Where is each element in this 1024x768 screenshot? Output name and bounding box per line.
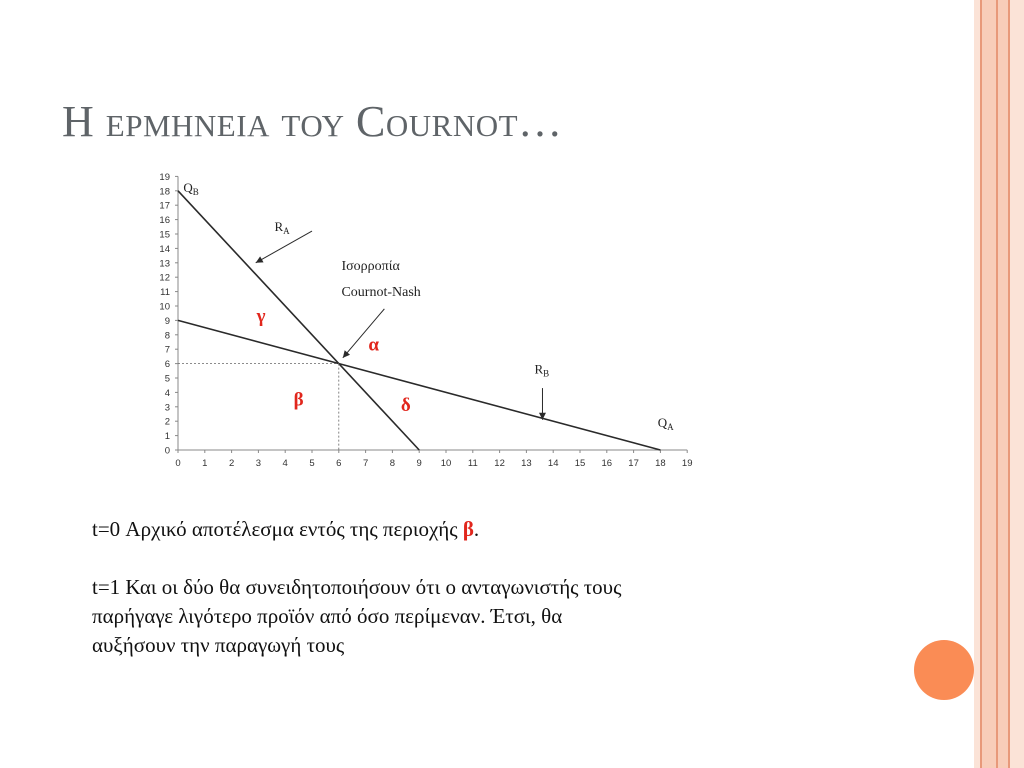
chart-ticks: [159, 172, 692, 469]
x-tick-label: 13: [521, 458, 532, 469]
x-tick-label: 9: [416, 458, 422, 469]
y-tick-label: 17: [159, 200, 170, 212]
chart-axes: [178, 176, 687, 450]
y-tick-label: 9: [164, 315, 170, 327]
rb-label-sub: B: [543, 368, 550, 379]
y-tick-label: 6: [164, 359, 170, 371]
t1-line-1: t=1 Και οι δύο θα συνειδητοποιήσουν ότι ο ανταγωνιστής τους: [92, 575, 622, 599]
x-tick-label: 4: [282, 458, 288, 469]
x-tick-label: 14: [547, 458, 559, 469]
y-tick-label: 10: [159, 301, 170, 313]
ra-label-main: R: [274, 219, 284, 235]
x-tick-label: 2: [228, 458, 235, 469]
y-tick-label: 11: [160, 287, 170, 299]
t1-line-3: αυξήσουν την παραγωγή τους: [92, 633, 345, 657]
x-tick-label: 15: [574, 458, 586, 469]
x-tick-label: 12: [494, 458, 505, 469]
x-tick-label: 8: [389, 458, 396, 469]
cournot-chart: [140, 165, 700, 485]
stripe-7: [1010, 0, 1024, 768]
x-axis-label-main: Q: [657, 414, 668, 430]
t1-line-2: παρήγαγε λιγότερο προϊόν από όσο περίμεναν. Έτσι, θα: [92, 604, 563, 628]
y-axis-label-sub: B: [192, 187, 199, 198]
y-tick-label: 16: [159, 215, 170, 227]
stripe-5: [998, 0, 1008, 768]
x-tick-label: 10: [440, 458, 452, 469]
ra-label: [274, 219, 290, 236]
region-gamma-label: γ: [256, 305, 266, 327]
x-tick-label: 7: [362, 458, 369, 469]
reaction-curve-ra: [178, 191, 419, 450]
y-tick-label: 4: [164, 387, 170, 399]
y-axis-label-main: Q: [183, 180, 193, 196]
y-tick-label: 1: [164, 431, 170, 443]
t0-text: t=0 Αρχικό αποτέλεσμα εντός της περιοχής: [92, 517, 463, 541]
reaction-curve-rb: [178, 320, 660, 450]
y-tick-label: 3: [164, 402, 170, 414]
chart-lines: [178, 191, 660, 450]
y-tick-label: 13: [159, 258, 170, 270]
equilibrium-label-line1: Ισορροπία: [341, 259, 400, 274]
ra-label-sub: A: [283, 226, 290, 237]
x-tick-label: 18: [655, 458, 666, 469]
rb-label-main: R: [534, 361, 544, 377]
x-tick-label: 1: [202, 458, 208, 469]
explanation-text: [92, 515, 852, 660]
stripe-3: [982, 0, 996, 768]
x-tick-label: 19: [681, 458, 693, 469]
rb-label: [534, 362, 549, 379]
y-axis-label: [183, 180, 198, 197]
x-tick-label: 17: [628, 458, 639, 469]
y-tick-label: 0: [164, 445, 170, 457]
region-beta-label: β: [293, 389, 304, 411]
paragraph-t1: [92, 573, 852, 660]
x-tick-label: 5: [309, 458, 315, 469]
decorative-stripes: [974, 0, 1024, 768]
region-alpha-label: α: [368, 334, 379, 356]
decorative-circle: [914, 640, 974, 700]
slide-title: Η ερμηνεια του Cournot…: [62, 97, 563, 146]
y-tick-label: 12: [159, 272, 170, 284]
region-delta-label: δ: [400, 395, 411, 417]
x-tick-label: 11: [467, 458, 478, 469]
y-tick-label: 19: [159, 171, 170, 183]
y-tick-label: 18: [159, 186, 170, 198]
t0-region-beta: β: [462, 517, 474, 541]
y-tick-label: 8: [164, 330, 170, 342]
equilibrium-label-line2: Cournot-Nash: [341, 284, 421, 300]
x-tick-label: 0: [175, 458, 181, 469]
y-tick-label: 7: [164, 344, 170, 356]
y-tick-label: 5: [164, 373, 170, 385]
chart-labels: [183, 180, 674, 432]
x-tick-label: 16: [601, 458, 613, 469]
y-tick-label: 15: [159, 229, 170, 241]
x-axis-label: [658, 415, 674, 432]
y-tick-label: 2: [164, 416, 170, 428]
x-tick-label: 6: [336, 458, 342, 469]
paragraph-t0: [92, 515, 852, 544]
t0-period: .: [473, 517, 480, 541]
y-tick-label: 14: [159, 243, 170, 255]
x-tick-label: 3: [255, 458, 262, 469]
x-axis-label-sub: A: [667, 421, 674, 432]
